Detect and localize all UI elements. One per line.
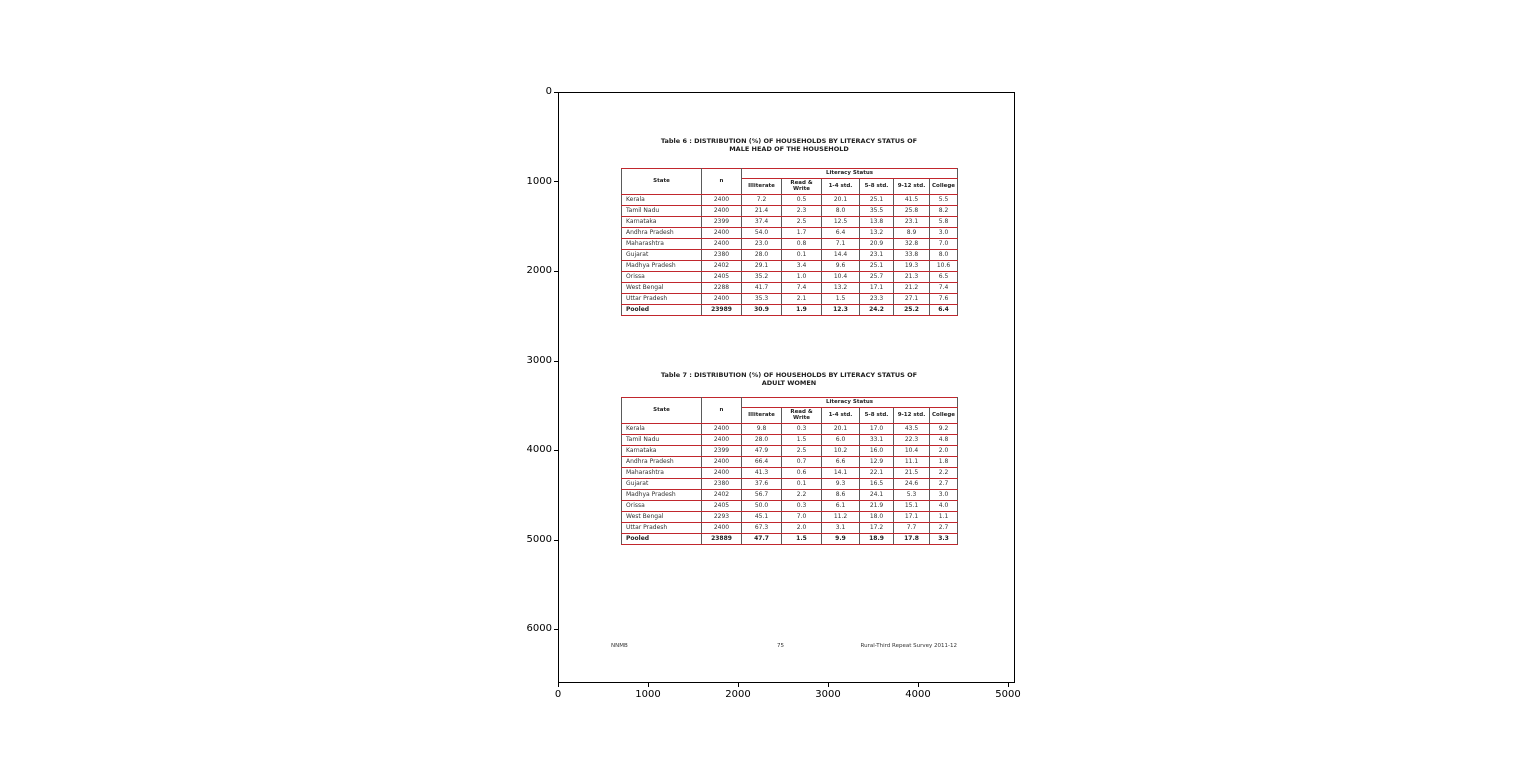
value-cell: 22.1 [860,467,894,478]
value-cell: 2405 [702,500,742,511]
value-cell: 17.8 [894,533,930,544]
x-tick-label: 0 [554,689,562,700]
value-cell: 54.0 [742,227,782,238]
value-cell: 23.1 [894,216,930,227]
value-cell: 21.9 [860,500,894,511]
state-cell: Andhra Pradesh [622,456,702,467]
table-row [622,271,958,282]
value-cell: 28.0 [742,434,782,445]
y-tick-label: 2000 [526,265,552,276]
table-row [622,511,958,522]
table-row [622,216,958,227]
value-cell: 2399 [702,216,742,227]
col-header-college: College [930,178,958,194]
y-tick-label: 3000 [526,355,552,366]
col-header-college: College [930,407,958,423]
col-header-read-write: Read & Write [782,178,822,194]
col-header-1-4-std: 1-4 std. [822,407,860,423]
table7-title-line2: ADULT WOMEN [761,379,817,387]
value-cell: 56.7 [742,489,782,500]
table-row [622,249,958,260]
value-cell: 10.4 [894,445,930,456]
value-cell: 0.1 [782,249,822,260]
value-cell: 2402 [702,260,742,271]
table-row [622,434,958,445]
value-cell: 20.1 [822,194,860,205]
value-cell: 19.3 [894,260,930,271]
value-cell: 1.9 [782,304,822,315]
value-cell: 3.1 [822,522,860,533]
value-cell: 6.4 [822,227,860,238]
table-row [622,478,958,489]
value-cell: 30.9 [742,304,782,315]
value-cell: 2400 [702,205,742,216]
col-header-state: State [622,398,702,424]
value-cell: 2.7 [930,478,958,489]
value-cell: 17.1 [894,511,930,522]
value-cell: 9.3 [822,478,860,489]
value-cell: 9.2 [930,423,958,434]
value-cell: 28.0 [742,249,782,260]
state-cell: Kerala [622,423,702,434]
value-cell: 6.6 [822,456,860,467]
table-row [622,293,958,304]
table-row [622,522,958,533]
table-6-male-head-literacy [621,168,958,316]
col-header-9-12-std: 9-12 std. [894,407,930,423]
state-cell: Tamil Nadu [622,434,702,445]
state-cell: Madhya Pradesh [622,260,702,271]
state-cell: Pooled [622,304,702,315]
value-cell: 2400 [702,194,742,205]
table-row [622,445,958,456]
x-tick-mark [1008,683,1009,687]
x-tick-label: 3000 [815,689,841,700]
table-row [622,533,958,544]
value-cell: 2.2 [930,467,958,478]
x-tick-mark [738,683,739,687]
value-cell: 10.6 [930,260,958,271]
state-cell: Orissa [622,500,702,511]
value-cell: 45.1 [742,511,782,522]
y-tick-label: 5000 [526,534,552,545]
value-cell: 1.5 [822,293,860,304]
value-cell: 5.3 [894,489,930,500]
value-cell: 2399 [702,445,742,456]
table-row [622,194,958,205]
state-cell: Kerala [622,194,702,205]
col-header-1-4-std: 1-4 std. [822,178,860,194]
value-cell: 2.3 [782,205,822,216]
value-cell: 13.2 [860,227,894,238]
value-cell: 11.1 [894,456,930,467]
table-row [622,456,958,467]
literacy-status-group-header: Literacy Status [742,169,958,179]
value-cell: 12.3 [822,304,860,315]
table-row [622,489,958,500]
value-cell: 66.4 [742,456,782,467]
state-cell: Orissa [622,271,702,282]
table-row [622,282,958,293]
col-header-n: n [702,169,742,195]
x-tick-mark [828,683,829,687]
value-cell: 4.8 [930,434,958,445]
table-row [622,238,958,249]
value-cell: 5.8 [930,216,958,227]
value-cell: 21.4 [742,205,782,216]
value-cell: 2.5 [782,216,822,227]
footer-page-number: 75 [777,643,784,649]
value-cell: 25.1 [860,194,894,205]
value-cell: 10.4 [822,271,860,282]
value-cell: 17.0 [860,423,894,434]
value-cell: 25.1 [860,260,894,271]
x-tick-mark [558,683,559,687]
value-cell: 43.5 [894,423,930,434]
value-cell: 2400 [702,434,742,445]
value-cell: 2405 [702,271,742,282]
col-header-illiterate: Illiterate [742,178,782,194]
value-cell: 22.3 [894,434,930,445]
x-tick-label: 2000 [725,689,751,700]
state-cell: Karnataka [622,216,702,227]
footer-survey-name: Rural-Third Repeat Survey 2011-12 [860,643,957,649]
value-cell: 2400 [702,227,742,238]
value-cell: 21.3 [894,271,930,282]
table-row [622,304,958,315]
state-cell: Maharashtra [622,467,702,478]
value-cell: 1.1 [930,511,958,522]
axes-frame [558,92,1015,683]
literacy-status-group-header: Literacy Status [742,398,958,408]
value-cell: 41.3 [742,467,782,478]
value-cell: 2400 [702,467,742,478]
value-cell: 23989 [702,304,742,315]
x-tick-label: 1000 [635,689,661,700]
value-cell: 35.2 [742,271,782,282]
value-cell: 2400 [702,238,742,249]
table-7-adult-women-literacy [621,397,958,545]
value-cell: 16.5 [860,478,894,489]
value-cell: 8.9 [894,227,930,238]
value-cell: 10.2 [822,445,860,456]
value-cell: 2400 [702,522,742,533]
value-cell: 7.2 [742,194,782,205]
value-cell: 8.6 [822,489,860,500]
value-cell: 3.3 [930,533,958,544]
value-cell: 24.1 [860,489,894,500]
value-cell: 37.4 [742,216,782,227]
value-cell: 21.5 [894,467,930,478]
value-cell: 8.0 [822,205,860,216]
value-cell: 0.7 [782,456,822,467]
value-cell: 25.7 [860,271,894,282]
value-cell: 0.5 [782,194,822,205]
value-cell: 2400 [702,456,742,467]
value-cell: 33.8 [894,249,930,260]
value-cell: 9.6 [822,260,860,271]
state-cell: West Bengal [622,282,702,293]
table6-title-line1: Table 6 : DISTRIBUTION (%) OF HOUSEHOLDS BY LITERACY STATUS OF [660,137,918,145]
value-cell: 0.8 [782,238,822,249]
value-cell: 2402 [702,489,742,500]
x-tick-label: 5000 [995,689,1021,700]
value-cell: 13.8 [860,216,894,227]
value-cell: 1.0 [782,271,822,282]
table-row [622,205,958,216]
value-cell: 6.5 [930,271,958,282]
value-cell: 7.7 [894,522,930,533]
table-row [622,500,958,511]
col-header-9-12-std: 9-12 std. [894,178,930,194]
value-cell: 41.7 [742,282,782,293]
value-cell: 1.5 [782,533,822,544]
value-cell: 8.0 [930,249,958,260]
value-cell: 12.5 [822,216,860,227]
value-cell: 7.1 [822,238,860,249]
value-cell: 47.9 [742,445,782,456]
value-cell: 29.1 [742,260,782,271]
value-cell: 5.5 [930,194,958,205]
state-cell: Karnataka [622,445,702,456]
state-cell: Uttar Pradesh [622,522,702,533]
value-cell: 2288 [702,282,742,293]
value-cell: 67.3 [742,522,782,533]
col-header-illiterate: Illiterate [742,407,782,423]
state-cell: Pooled [622,533,702,544]
value-cell: 3.0 [930,489,958,500]
value-cell: 3.0 [930,227,958,238]
value-cell: 20.1 [822,423,860,434]
value-cell: 41.5 [894,194,930,205]
value-cell: 20.9 [860,238,894,249]
value-cell: 13.2 [822,282,860,293]
value-cell: 7.0 [782,511,822,522]
table-row [622,467,958,478]
value-cell: 0.3 [782,500,822,511]
table-row [622,227,958,238]
value-cell: 2.1 [782,293,822,304]
value-cell: 23.1 [860,249,894,260]
col-header-5-8-std: 5-8 std. [860,407,894,423]
value-cell: 33.1 [860,434,894,445]
x-tick-label: 4000 [905,689,931,700]
value-cell: 2.7 [930,522,958,533]
value-cell: 9.9 [822,533,860,544]
value-cell: 17.2 [860,522,894,533]
value-cell: 14.1 [822,467,860,478]
state-cell: Uttar Pradesh [622,293,702,304]
value-cell: 6.0 [822,434,860,445]
state-cell: Andhra Pradesh [622,227,702,238]
y-tick-label: 0 [545,86,552,97]
value-cell: 47.7 [742,533,782,544]
table6-title-line2: MALE HEAD OF THE HOUSEHOLD [729,145,849,153]
value-cell: 25.2 [894,304,930,315]
state-cell: Gujarat [622,478,702,489]
value-cell: 7.0 [930,238,958,249]
value-cell: 4.0 [930,500,958,511]
value-cell: 2380 [702,478,742,489]
y-tick-label: 4000 [526,444,552,455]
value-cell: 2.0 [782,522,822,533]
value-cell: 50.0 [742,500,782,511]
value-cell: 18.0 [860,511,894,522]
footer-org: NNMB [611,643,628,649]
table6-title [621,137,957,153]
value-cell: 7.4 [782,282,822,293]
value-cell: 24.6 [894,478,930,489]
col-header-read-write: Read & Write [782,407,822,423]
value-cell: 3.4 [782,260,822,271]
table-row [622,260,958,271]
value-cell: 35.3 [742,293,782,304]
document-page [559,93,1014,682]
x-tick-mark [918,683,919,687]
y-tick-label: 1000 [526,176,552,187]
value-cell: 7.4 [930,282,958,293]
value-cell: 27.1 [894,293,930,304]
value-cell: 9.8 [742,423,782,434]
value-cell: 16.0 [860,445,894,456]
state-cell: Maharashtra [622,238,702,249]
value-cell: 25.8 [894,205,930,216]
value-cell: 2.2 [782,489,822,500]
value-cell: 23889 [702,533,742,544]
value-cell: 2.0 [930,445,958,456]
value-cell: 6.4 [930,304,958,315]
value-cell: 21.2 [894,282,930,293]
value-cell: 37.6 [742,478,782,489]
col-header-n: n [702,398,742,424]
value-cell: 2380 [702,249,742,260]
value-cell: 8.2 [930,205,958,216]
value-cell: 15.1 [894,500,930,511]
value-cell: 23.0 [742,238,782,249]
state-cell: Gujarat [622,249,702,260]
value-cell: 18.9 [860,533,894,544]
value-cell: 6.1 [822,500,860,511]
value-cell: 24.2 [860,304,894,315]
value-cell: 2400 [702,293,742,304]
value-cell: 32.8 [894,238,930,249]
table7-title [621,371,957,387]
x-tick-mark [648,683,649,687]
value-cell: 2.5 [782,445,822,456]
value-cell: 35.5 [860,205,894,216]
value-cell: 17.1 [860,282,894,293]
value-cell: 7.6 [930,293,958,304]
value-cell: 12.9 [860,456,894,467]
value-cell: 0.6 [782,467,822,478]
value-cell: 1.7 [782,227,822,238]
state-cell: Tamil Nadu [622,205,702,216]
y-tick-label: 6000 [526,623,552,634]
value-cell: 11.2 [822,511,860,522]
value-cell: 0.3 [782,423,822,434]
value-cell: 2293 [702,511,742,522]
table-row [622,423,958,434]
state-cell: West Bengal [622,511,702,522]
value-cell: 14.4 [822,249,860,260]
col-header-5-8-std: 5-8 std. [860,178,894,194]
value-cell: 0.1 [782,478,822,489]
value-cell: 2400 [702,423,742,434]
col-header-state: State [622,169,702,195]
value-cell: 23.3 [860,293,894,304]
value-cell: 1.8 [930,456,958,467]
value-cell: 1.5 [782,434,822,445]
table7-title-line1: Table 7 : DISTRIBUTION (%) OF HOUSEHOLDS BY LITERACY STATUS OF [660,371,918,379]
state-cell: Madhya Pradesh [622,489,702,500]
